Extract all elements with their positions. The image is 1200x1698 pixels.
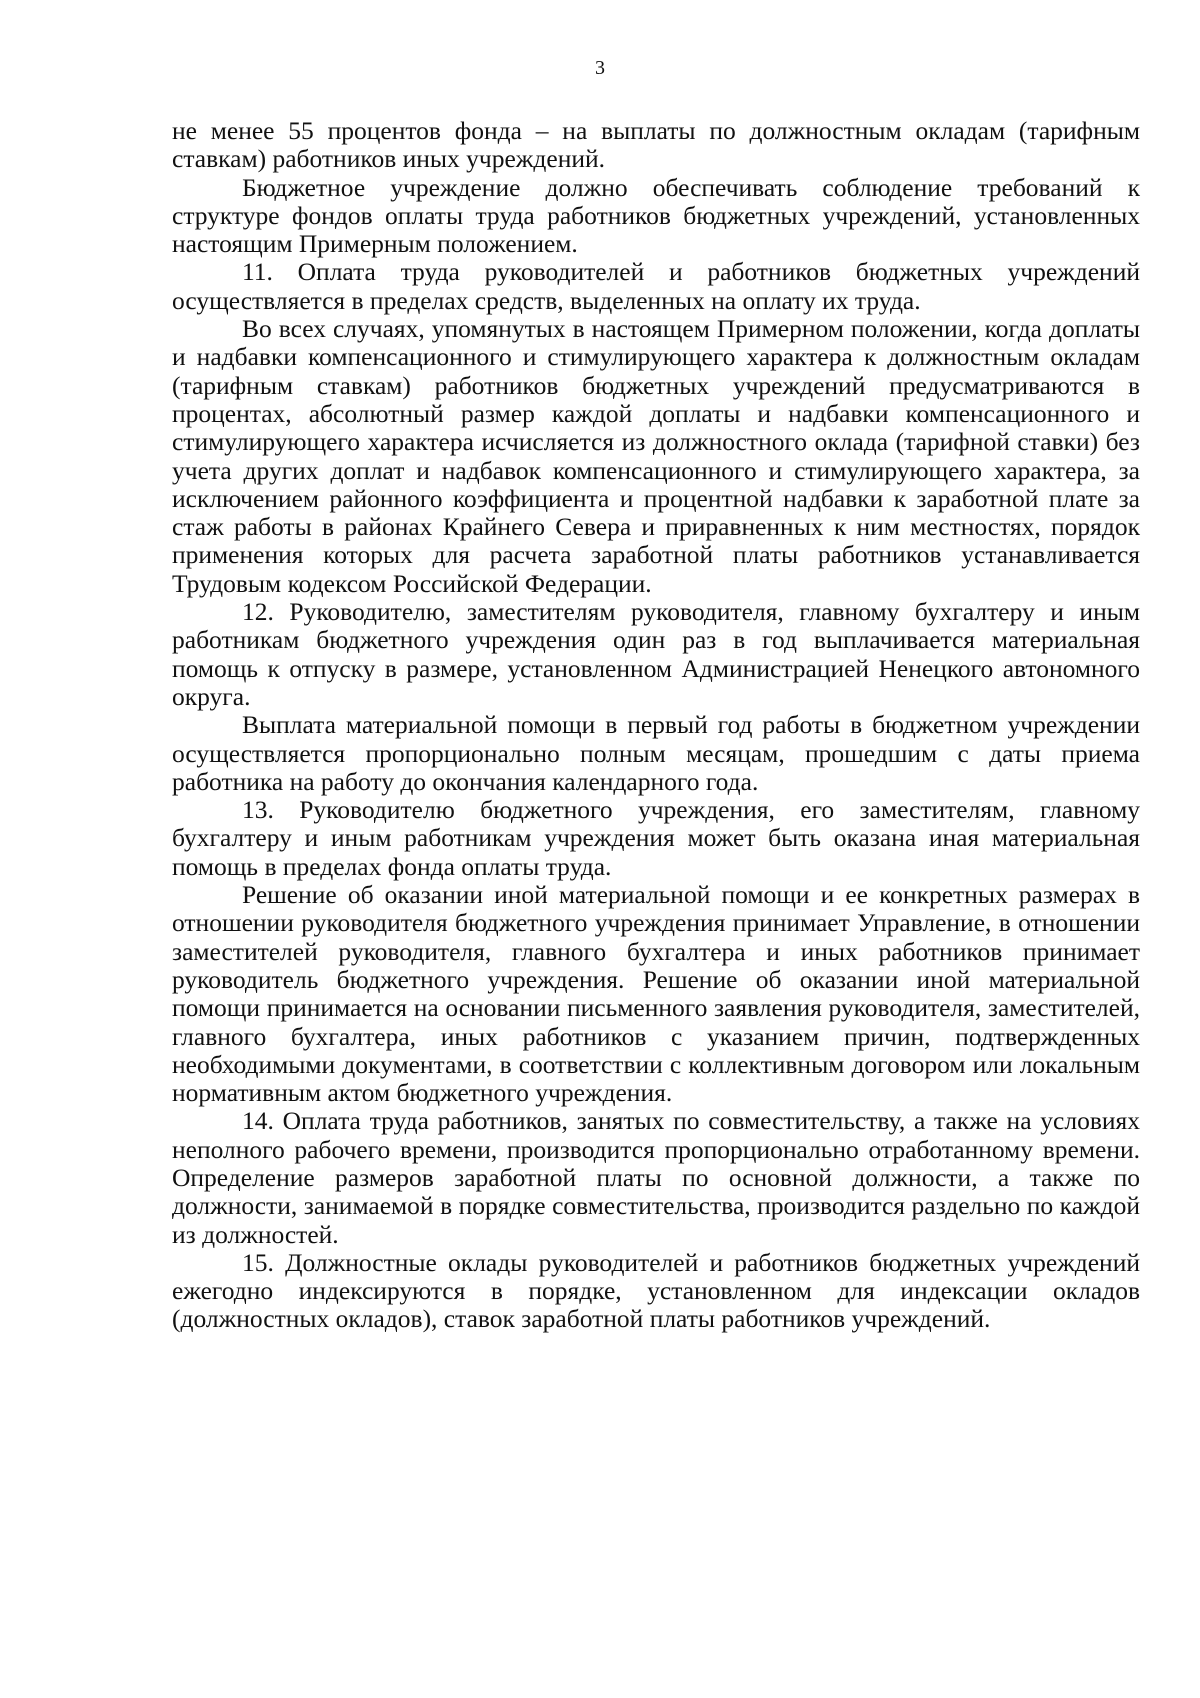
paragraph-11: 11. Оплата труда руководителей и работников бюджетных учреждений осуществляется в пределах средств, выделенных на оплату их труда. xyxy=(172,257,1140,315)
paragraph-12: 12. Руководителю, заместителям руководителя, главному бухгалтеру и иным работникам бюджетного учреждения один раз в год выплачивается материальная помощь к отпуску в размере, установленном Администрацией Ненецкого автономного округа. xyxy=(172,597,1140,711)
paragraph-13: 13. Руководителю бюджетного учреждения, его заместителям, главному бухгалтеру и иным работникам учреждения может быть оказана иная материальная помощь в пределах фонда оплаты труда. xyxy=(172,795,1140,881)
paragraph-fund-continuation: не менее 55 процентов фонда – на выплаты по должностным окладам (тарифным ставкам) работников иных учреждений. xyxy=(172,116,1140,174)
paragraph-first-year-aid: Выплата материальной помощи в первый год работы в бюджетном учреждении осуществляется пропорционально полным месяцам, прошедшим с даты приема работника на работу до окончания календарного года. xyxy=(172,710,1140,796)
paragraph-15: 15. Должностные оклады руководителей и работников бюджетных учреждений ежегодно индексируются в порядке, установленном для индексации окладов (должностных окладов), ставок заработной платы работников учреждений. xyxy=(172,1247,1140,1334)
paragraph-percent-allowances: Во всех случаях, упомянутых в настоящем Примерном положении, когда доплаты и надбавки компенсационного и стимулирующего характера к должностным окладам (тарифным ставкам) работников бюджетных учреждений предусматриваются в процентах, абсолютный размер каждой доплаты и надбавки компенсационного и стимулирующего характера исчисляется из должностного оклада (тарифной ставки) без учета других доплат и надбавок компенсационного и стимулирующего характера, за исключением районного коэффициента и процентной надбавки к заработной плате за стаж работы в районах Крайнего Севера и приравненных к ним местностях, порядок применения которых для расчета заработной платы работников устанавливается Трудовым кодексом Российской Федерации. xyxy=(172,314,1140,598)
paragraph-aid-decision: Решение об оказании иной материальной помощи и ее конкретных размерах в отношении руководителя бюджетного учреждения принимает Управление, в отношении заместителей руководителя, главного бухгалтера и иных работников принимает руководитель бюджетного учреждения. Решение об оказании иной материальной помощи принимается на основании письменного заявления руководителя, заместителей, главного бухгалтера, иных работников с указанием причин, подтвержденных необходимыми документами, в соответствии с коллективным договором или локальным нормативным актом бюджетного учреждения. xyxy=(172,880,1140,1108)
page-number: 3 xyxy=(595,57,605,79)
paragraph-14: 14. Оплата труда работников, занятых по совместительству, а также на условиях неполного рабочего времени, производится пропорционально отработанному времени. Определение размеров заработной платы по основной должности, а также по должности, занимаемой в порядке совместительства, производится раздельно по каждой из должностей. xyxy=(172,1106,1140,1249)
paragraph-fund-structure: Бюджетное учреждение должно обеспечивать соблюдение требований к структуре фондов оплаты труда работников бюджетных учреждений, установленных настоящим Примерным положением. xyxy=(172,172,1140,259)
document-body xyxy=(172,117,1140,1334)
